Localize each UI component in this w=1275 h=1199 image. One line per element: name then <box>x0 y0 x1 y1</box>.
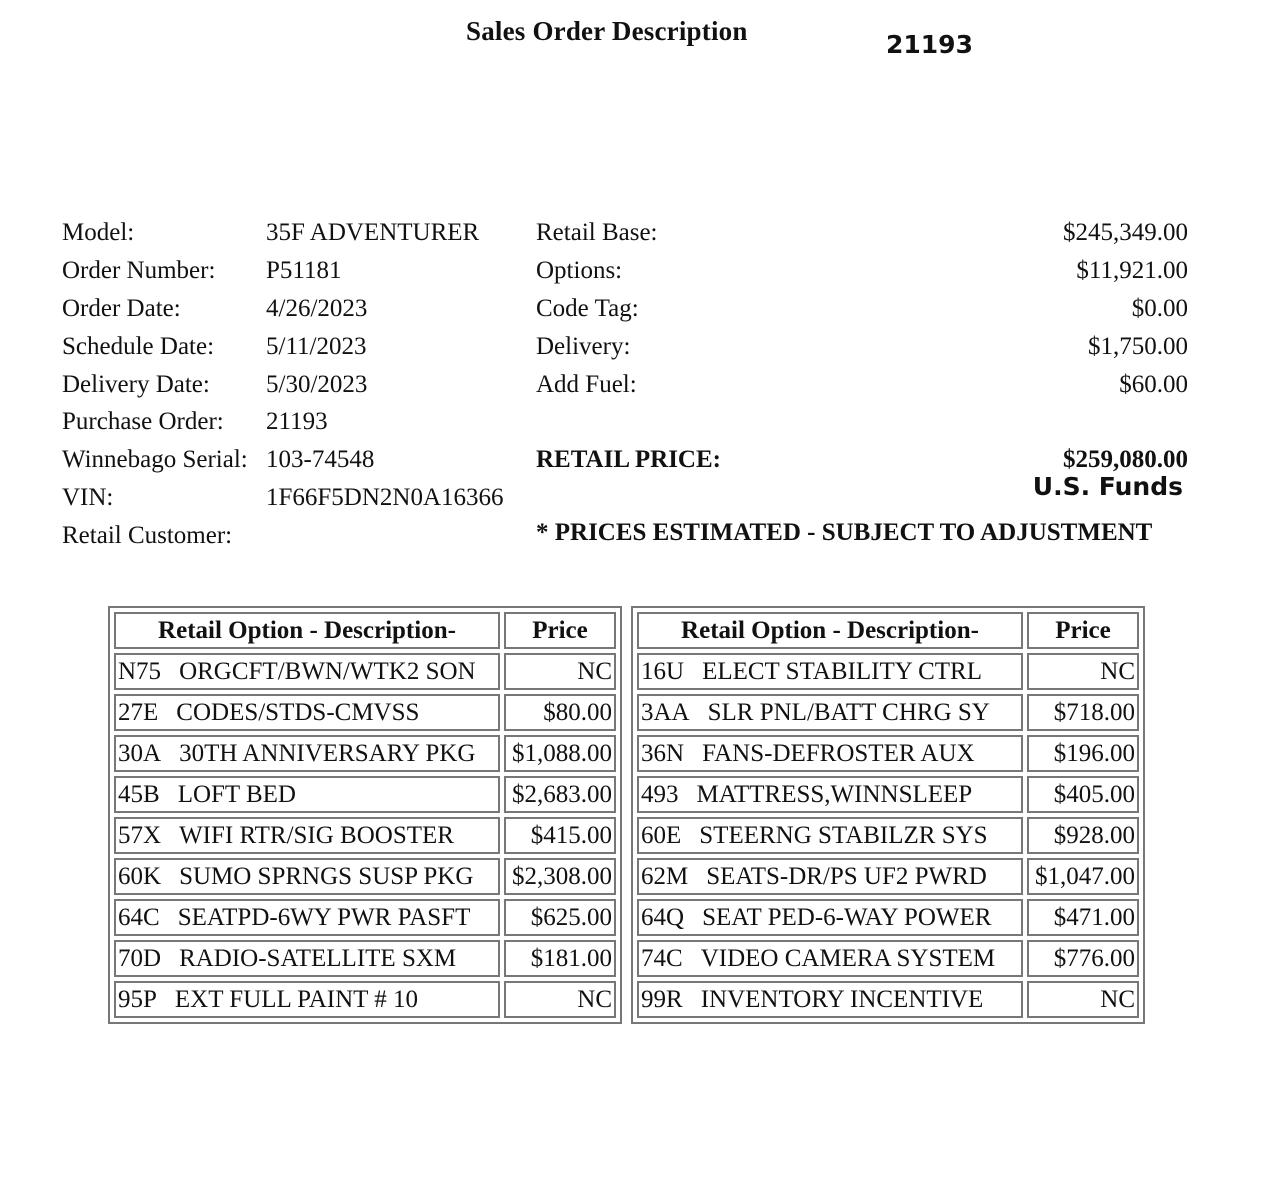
options-table-left <box>108 606 622 1024</box>
option-code: 36N <box>641 739 685 767</box>
option-code: 70D <box>118 944 162 972</box>
option-cell <box>637 694 1023 731</box>
option-code: 99R <box>641 985 683 1013</box>
schedule-date-value: 5/11/2023 <box>266 333 367 360</box>
currency-note: U.S. Funds <box>1032 472 1183 501</box>
option-description: INVENTORY INCENTIVE <box>700 985 984 1013</box>
page-title: Sales Order Description <box>466 16 748 46</box>
option-price: $196.00 <box>1027 735 1139 772</box>
retail-base-label: Retail Base: <box>536 219 658 246</box>
table-row <box>637 940 1139 977</box>
option-price: $776.00 <box>1027 940 1139 977</box>
model-value: 35F ADVENTURER <box>266 219 480 246</box>
option-description: 30TH ANNIVERSARY PKG <box>179 739 476 767</box>
option-cell <box>637 735 1023 772</box>
options-table-right <box>631 606 1145 1024</box>
option-description: LOFT BED <box>177 780 296 808</box>
option-price: $1,088.00 <box>504 735 616 772</box>
price-estimate-notice: * PRICES ESTIMATED - SUBJECT TO ADJUSTMENT <box>536 519 1153 546</box>
code-tag-value: $0.00 <box>1131 295 1188 322</box>
table-row <box>637 981 1139 1018</box>
table-row <box>114 858 616 895</box>
description-header: Retail Option - Description- <box>637 612 1023 649</box>
option-cell <box>637 858 1023 895</box>
option-cell <box>637 653 1023 690</box>
option-code: 57X <box>118 821 162 849</box>
option-description: SUMO SPRNGS SUSP PKG <box>179 862 474 890</box>
option-cell <box>637 899 1023 936</box>
option-code: 64C <box>118 903 160 931</box>
option-price: NC <box>1027 981 1139 1018</box>
option-code: 493 <box>641 780 679 808</box>
option-price: $718.00 <box>1027 694 1139 731</box>
option-description: SEAT PED-6-WAY POWER <box>702 903 992 931</box>
option-description: STEERNG STABILZR SYS <box>699 821 988 849</box>
delivery-label: Delivery: <box>536 333 631 360</box>
option-cell <box>114 776 500 813</box>
option-description: SEATPD-6WY PWR PASFT <box>177 903 471 931</box>
table-row <box>637 694 1139 731</box>
vin-value: 1F66F5DN2N0A16366 <box>266 484 504 511</box>
model-label: Model: <box>62 219 135 246</box>
option-price: NC <box>504 981 616 1018</box>
option-code: 27E <box>118 698 159 726</box>
price-header: Price <box>504 612 616 649</box>
winnebago-serial-value: 103-74548 <box>266 446 375 473</box>
table-row <box>637 735 1139 772</box>
table-row <box>637 858 1139 895</box>
order-date-label: Order Date: <box>62 295 181 322</box>
option-cell <box>114 981 500 1018</box>
table-row <box>114 899 616 936</box>
retail-price-value: $259,080.00 <box>1063 446 1188 473</box>
retail-customer-label: Retail Customer: <box>62 522 233 549</box>
option-code: 16U <box>641 657 685 685</box>
option-description: FANS-DEFROSTER AUX <box>702 739 975 767</box>
option-price: $405.00 <box>1027 776 1139 813</box>
description-header: Retail Option - Description- <box>114 612 500 649</box>
options-label: Options: <box>536 257 623 284</box>
option-cell <box>637 776 1023 813</box>
table-row <box>114 981 616 1018</box>
option-description: ELECT STABILITY CTRL <box>702 657 982 685</box>
option-cell <box>114 694 500 731</box>
option-price: $471.00 <box>1027 899 1139 936</box>
option-cell <box>637 981 1023 1018</box>
order-date-value: 4/26/2023 <box>266 295 368 322</box>
option-code: 74C <box>641 944 683 972</box>
option-cell <box>114 735 500 772</box>
add-fuel-value: $60.00 <box>1119 371 1188 398</box>
option-code: 3AA <box>641 698 690 726</box>
purchase-order-label: Purchase Order: <box>62 408 224 435</box>
option-cell <box>114 899 500 936</box>
option-price: $80.00 <box>504 694 616 731</box>
add-fuel-label: Add Fuel: <box>536 371 637 398</box>
table-row <box>637 653 1139 690</box>
delivery-date-value: 5/30/2023 <box>266 371 368 398</box>
option-price: $2,308.00 <box>504 858 616 895</box>
option-cell <box>114 653 500 690</box>
option-price: $2,683.00 <box>504 776 616 813</box>
winnebago-serial-label: Winnebago Serial: <box>62 446 248 473</box>
option-description: CODES/STDS-CMVSS <box>176 698 420 726</box>
table-row <box>637 817 1139 854</box>
table-row <box>114 694 616 731</box>
table-row <box>114 653 616 690</box>
option-price: $625.00 <box>504 899 616 936</box>
table-row <box>114 735 616 772</box>
option-description: MATTRESS,WINNSLEEP <box>696 780 973 808</box>
retail-price-label: RETAIL PRICE: <box>536 446 721 473</box>
order-number-label: Order Number: <box>62 257 216 284</box>
option-code: 60K <box>118 862 162 890</box>
option-price: $1,047.00 <box>1027 858 1139 895</box>
option-cell <box>637 817 1023 854</box>
order-number-value: P51181 <box>266 257 342 284</box>
table-row <box>637 776 1139 813</box>
option-cell <box>114 858 500 895</box>
retail-base-value: $245,349.00 <box>1063 219 1188 246</box>
table-row <box>114 940 616 977</box>
option-description: EXT FULL PAINT # 10 <box>174 985 418 1013</box>
option-description: RADIO-SATELLITE SXM <box>179 944 457 972</box>
schedule-date-label: Schedule Date: <box>62 333 215 360</box>
option-code: 45B <box>118 780 160 808</box>
option-price: $415.00 <box>504 817 616 854</box>
option-price: $181.00 <box>504 940 616 977</box>
option-cell <box>114 817 500 854</box>
option-code: 30A <box>118 739 162 767</box>
table-row <box>114 776 616 813</box>
delivery-date-label: Delivery Date: <box>62 371 210 398</box>
options-value: $11,921.00 <box>1076 257 1188 284</box>
option-description: ORGCFT/BWN/WTK2 SON <box>179 657 476 685</box>
option-code: 60E <box>641 821 682 849</box>
table-row <box>637 899 1139 936</box>
delivery-value: $1,750.00 <box>1088 333 1188 360</box>
code-tag-label: Code Tag: <box>536 295 639 322</box>
purchase-order-value: 21193 <box>266 408 328 435</box>
option-price: NC <box>504 653 616 690</box>
order-number-heading: 21193 <box>886 30 973 59</box>
option-description: SLR PNL/BATT CHRG SY <box>707 698 990 726</box>
option-price: NC <box>1027 653 1139 690</box>
vin-label: VIN: <box>62 484 114 511</box>
option-description: VIDEO CAMERA SYSTEM <box>700 944 996 972</box>
option-description: SEATS-DR/PS UF2 PWRD <box>706 862 987 890</box>
table-row <box>114 817 616 854</box>
option-cell <box>637 940 1023 977</box>
option-description: WIFI RTR/SIG BOOSTER <box>179 821 454 849</box>
option-cell <box>114 940 500 977</box>
option-price: $928.00 <box>1027 817 1139 854</box>
price-header: Price <box>1027 612 1139 649</box>
option-code: 62M <box>641 862 689 890</box>
option-code: N75 <box>118 657 162 685</box>
option-code: 95P <box>118 985 157 1013</box>
option-code: 64Q <box>641 903 685 931</box>
